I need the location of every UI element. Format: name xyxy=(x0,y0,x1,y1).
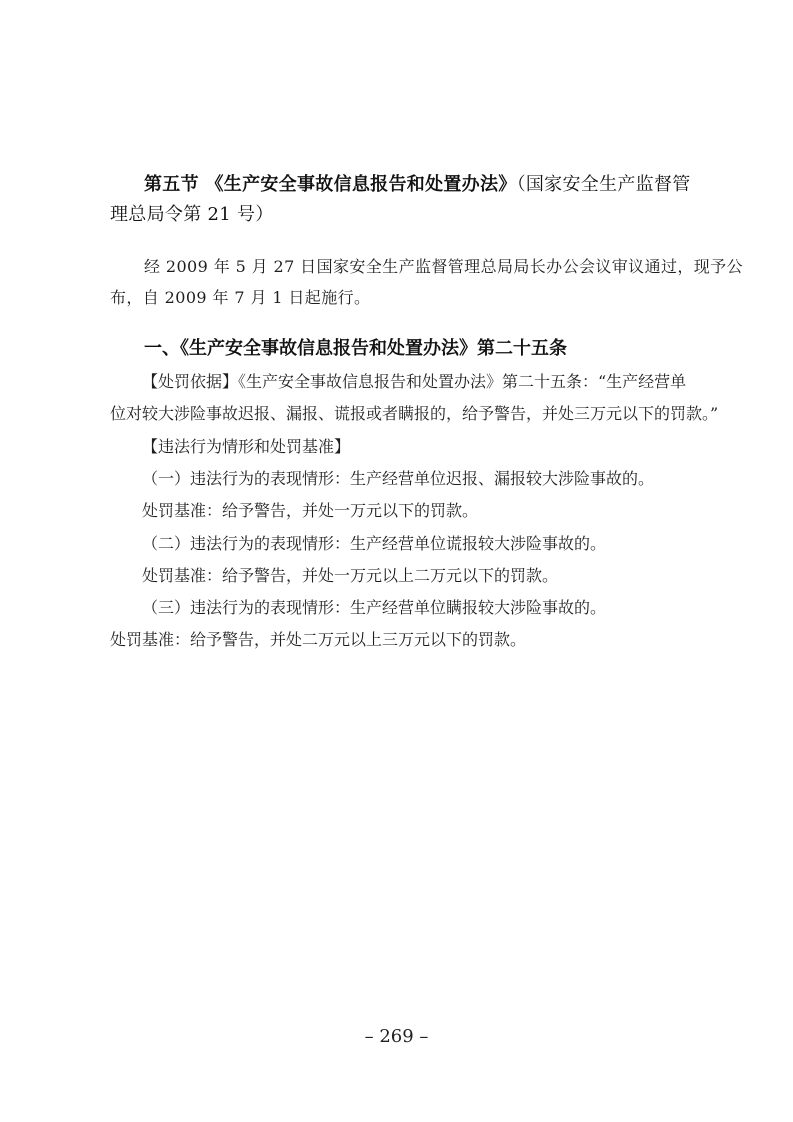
item-2-situation: （二）违法行为的表现情形：生产经营单位谎报较大涉险事故的。 xyxy=(142,534,607,553)
item-1-situation: （一）违法行为的表现情形：生产经营单位迟报、漏报较大涉险事故的。 xyxy=(142,469,655,488)
section-title-normal: （国家安全生产监督管 xyxy=(516,174,691,195)
basis-line-2: 位对较大涉险事故迟报、漏报、谎报或者瞒报的，给予警告，并处三万元以下的罚款。” xyxy=(110,404,719,423)
section-title-line2: 理总局令第 21 号） xyxy=(110,204,274,225)
standard-heading: 【违法行为情形和处罚基准】 xyxy=(142,437,351,456)
item-2-penalty: 处罚基准：给予警告，并处一万元以上二万元以下的罚款。 xyxy=(142,566,559,585)
item-3-penalty: 处罚基准：给予警告，并处二万元以上三万元以下的罚款。 xyxy=(110,630,527,649)
intro-line-2: 布，自 2009 年 7 月 1 日起施行。 xyxy=(110,288,371,307)
basis-line-1: 【处罚依据】《生产安全事故信息报告和处置办法》第二十五条：“生产经营单 xyxy=(142,372,687,391)
item-1-penalty: 处罚基准：给予警告，并处一万元以下的罚款。 xyxy=(142,501,479,520)
intro-line-1: 经 2009 年 5 月 27 日国家安全生产监督管理总局局长办公会议审议通过，现予公 xyxy=(144,257,743,276)
page-number: – 269 – xyxy=(364,1026,429,1047)
item-3-situation: （三）违法行为的表现情形：生产经营单位瞒报较大涉险事故的。 xyxy=(142,598,607,617)
section-title-bold: 第五节 《生产安全事故信息报告和处置办法》 xyxy=(144,174,517,195)
article-heading: 一、《生产安全事故信息报告和处置办法》第二十五条 xyxy=(144,338,567,359)
section-title xyxy=(144,174,691,196)
